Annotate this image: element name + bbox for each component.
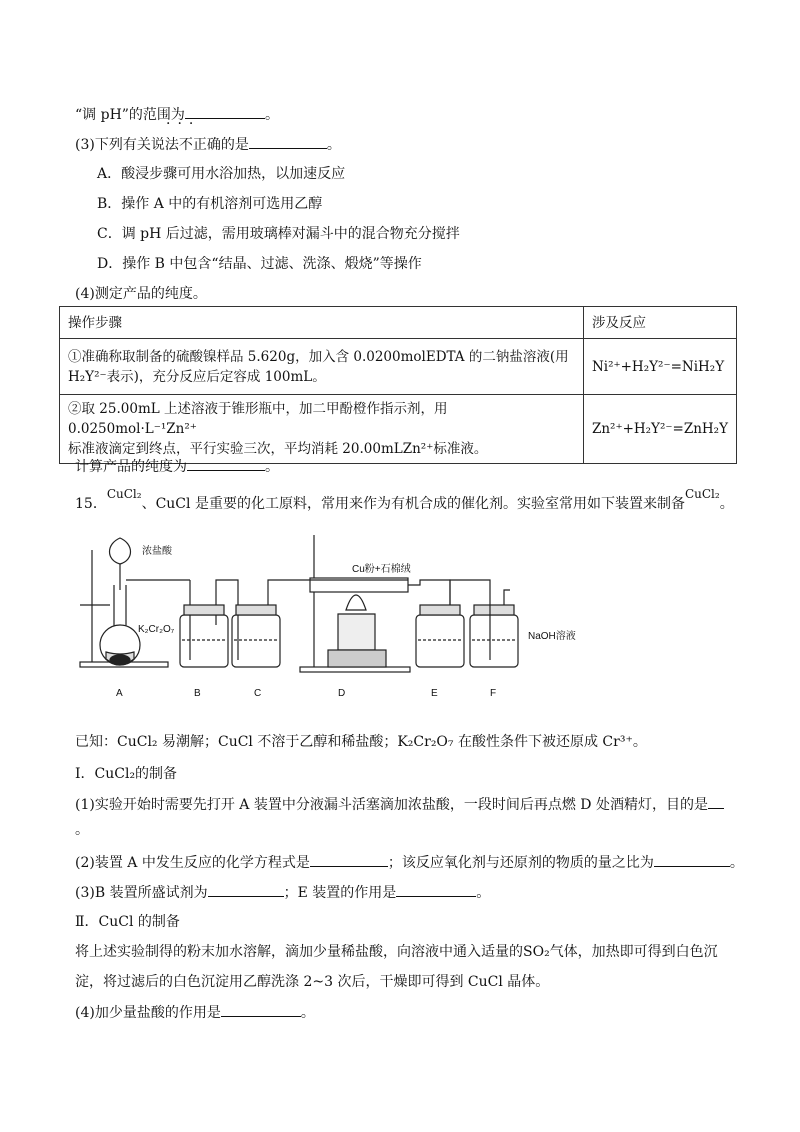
label-b: B xyxy=(194,688,201,699)
known-info: 已知：CuCl₂ 易潮解；CuCl 不溶于乙醇和稀盐酸；K₂Cr₂O₇ 在酸性条件下被还原成 Cr³⁺。 xyxy=(75,734,647,750)
so2-formula: SO₂ xyxy=(523,944,550,960)
emphasis-dots: ··· xyxy=(166,116,201,132)
question-15: 15．CuCl₂、CuCl 是重要的化工原料，常用来作为有机合成的催化剂。实验室常用如下装置来制备CuCl₂。 xyxy=(75,487,734,512)
apparatus-f xyxy=(470,590,518,667)
apparatus-c xyxy=(232,580,310,667)
section-2-title: Ⅱ．CuCl 的制备 xyxy=(75,914,180,930)
label-k2cr2o7: K₂Cr₂O₇ xyxy=(138,624,175,635)
label-naoh: NaOH溶液 xyxy=(528,631,576,642)
purity-calc-line: 计算产品的纯度为 。 xyxy=(75,456,279,477)
header-step: 操作步骤 xyxy=(60,307,584,339)
table-row-1-reaction: Ni²⁺+H₂Y²⁻=NiH₂Y xyxy=(583,339,736,395)
answer-blank[interactable] xyxy=(187,456,265,471)
option-d: D．操作 B 中包含“结晶、过滤、洗涤、煅烧”等操作 xyxy=(97,256,422,272)
label-e: E xyxy=(431,688,438,699)
option-c: C．调 pH 后过滤，需用玻璃棒对漏斗中的混合物充分搅拌 xyxy=(97,226,460,242)
header-reaction: 涉及反应 xyxy=(583,307,736,339)
label-c: C xyxy=(254,688,262,699)
answer-blank[interactable] xyxy=(310,852,388,867)
table-row-2-step: ②取 25.00mL 上述溶液于锥形瓶中，加二甲酚橙作指示剂，用 0.0250mol·L⁻¹Zn²⁺ 标准液滴定到终点，平行实验三次，平均消耗 20.00mLZn²⁺标准液。 xyxy=(60,395,584,464)
answer-blank[interactable] xyxy=(654,852,730,867)
option-b: B．操作 A 中的有机溶剂可选用乙醇 xyxy=(97,196,323,212)
question-3: (3)下列有关说法不正确的是 。 xyxy=(75,134,341,155)
answer-blank[interactable] xyxy=(208,882,284,897)
cucl2-formula: CuCl₂ xyxy=(684,487,720,501)
option-a: A．酸浸步骤可用水浴加热，以加速反应 xyxy=(97,166,346,182)
purity-table xyxy=(59,306,737,464)
table-row-1-step: ①准确称取制备的硫酸镍样品 5.620g，加入含 0.0200molEDTA 的二钠盐溶液(用 H₂Y²⁻表示)，充分反应后定容成 100mL。 xyxy=(60,339,584,395)
part-1-end: 。 xyxy=(75,822,89,838)
part-3: (3)B 装置所盛试剂为 ；E 装置的作用是 。 xyxy=(75,882,490,903)
part-4: (4)加少量盐酸的作用是 。 xyxy=(75,1002,315,1023)
cucl2-formula: CuCl₂ xyxy=(106,487,142,501)
paragraph-line-2: 淀，将过滤后的白色沉淀用乙醇洗涤 2~3 次后，干燥即可得到 CuCl 晶体。 xyxy=(75,974,550,990)
label-a: A xyxy=(116,688,123,699)
label-d: D xyxy=(338,688,346,699)
label-cu-powder: Cu粉+石棉绒 xyxy=(352,564,411,575)
label-f: F xyxy=(490,688,497,699)
answer-blank[interactable] xyxy=(221,1002,301,1017)
ph-range-line: “调 pH”的范围为 。 xyxy=(75,104,279,125)
part-1: (1)实验开始时需要先打开 A 装置中分液漏斗活塞滴加浓盐酸，一段时间后再点燃 D 处酒精灯，目的是 xyxy=(75,794,724,815)
section-1-title: Ⅰ．CuCl₂的制备 xyxy=(75,766,178,782)
table-row-2-reaction: Zn²⁺+H₂Y²⁻=ZnH₂Y xyxy=(583,395,736,464)
apparatus-a xyxy=(80,538,190,667)
apparatus-b xyxy=(180,580,238,667)
question-4: (4)测定产品的纯度。 xyxy=(75,286,207,302)
label-conc-hcl: 浓盐酸 xyxy=(142,546,172,557)
part-2: (2)装置 A 中发生反应的化学方程式是 ；该反应氧化剂与还原剂的物质的量之比为 。 xyxy=(75,852,744,873)
answer-blank[interactable] xyxy=(249,134,327,149)
paragraph-line-1: 将上述实验制得的粉末加水溶解，滴加少量稀盐酸，向溶液中通入适量的SO₂气体，加热即可得到白色沉 xyxy=(75,944,718,960)
answer-blank[interactable] xyxy=(708,794,724,809)
answer-blank[interactable] xyxy=(396,882,476,897)
